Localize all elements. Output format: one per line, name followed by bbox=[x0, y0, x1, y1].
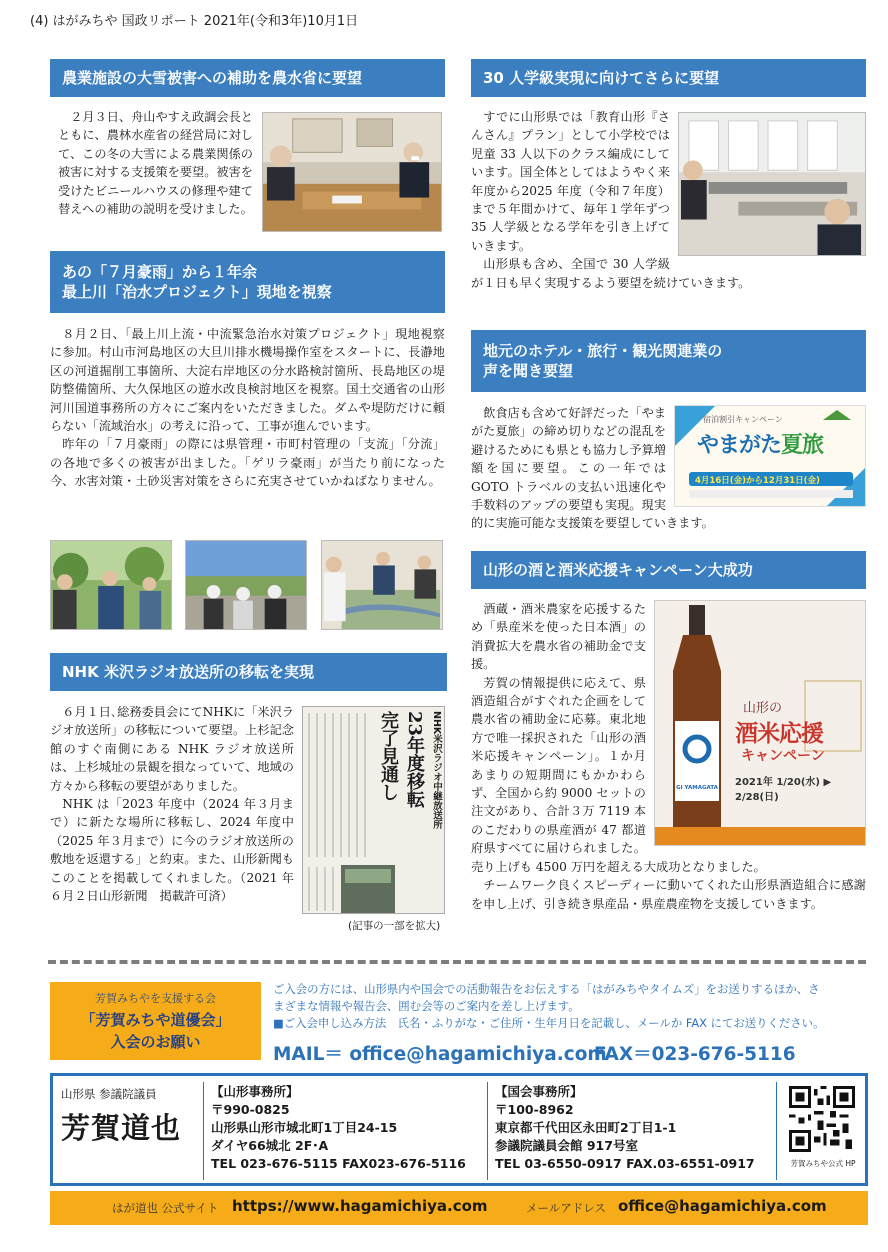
section-heading-sake bbox=[471, 551, 866, 589]
membership-box bbox=[50, 982, 261, 1060]
section-heading-30-class bbox=[471, 59, 866, 97]
poster-small-title: 山形の bbox=[743, 701, 783, 716]
flood-text bbox=[50, 325, 445, 491]
qr-code-icon[interactable] bbox=[789, 1086, 855, 1152]
newspaper-caption: (記事の一部を拡大) bbox=[348, 920, 441, 932]
site-label: はが道也 公式サイト bbox=[112, 1201, 219, 1215]
section-heading-flood bbox=[50, 251, 445, 313]
paragraph: チームワーク良くスピーディーに動いてくれた山形県酒造組合に感謝を申し上げ、引き続き県産品・県産農産物を支援していきます。 bbox=[471, 878, 866, 911]
qr-caption: 芳賀みちや公式 HP bbox=[790, 1159, 856, 1168]
contact-role: 山形県 参議院議員 bbox=[61, 1087, 157, 1101]
ad-small-text: 宿泊割引キャンペーン bbox=[703, 415, 783, 424]
paragraph: NHK は「2023 年度中（2024 年３月まで）に新たな場所に移転し、2024 年度中（2025 年３月まで）に今のラジオ放送所の敷地を返還する」と約束。また、山形新聞もこのことを掲載してくれました。（2021 年６月２日山形新聞 掲載許可済） bbox=[50, 797, 294, 904]
photo-ministry-meeting bbox=[262, 112, 442, 232]
poster-title: 酒米応援 bbox=[735, 721, 823, 747]
section-heading-nhk bbox=[50, 653, 447, 691]
office-title: 【山形事務所】 bbox=[211, 1084, 299, 1099]
membership-fax: FAX＝023-676-5116 bbox=[594, 1044, 796, 1065]
ad-title bbox=[697, 428, 823, 459]
office-zip: 〒990-0825 bbox=[211, 1102, 290, 1117]
heading-line: あの「７月豪雨」から１年余 bbox=[62, 262, 258, 281]
heading-text: NHK 米沢ラジオ放送所の移転を実現 bbox=[62, 662, 314, 681]
desc-line: ご入会の方には、山形県内や国会での活動報告をお伝えする「はがみちやタイムズ」をお送りするほか、さ bbox=[273, 982, 820, 996]
office-address: ダイヤ66城北 2F･A bbox=[211, 1138, 329, 1153]
heading-line: 声を聞き要望 bbox=[483, 362, 574, 380]
heading-line: 地元のホテル・旅行・観光関連業の bbox=[483, 341, 723, 360]
membership-request: 入会のお願い bbox=[110, 1033, 201, 1051]
office-phone: TEL 03-6550-0917 FAX.03-6551-0917 bbox=[495, 1156, 755, 1171]
heading-line: 最上川「治水プロジェクト」現地を視察 bbox=[62, 283, 332, 301]
office-phone: TEL 023-676-5115 FAX023-676-5116 bbox=[211, 1156, 466, 1171]
yamagata-office bbox=[211, 1083, 466, 1173]
paragraph: ６月１日､総務委員会にてNHKに「米沢ラジオ放送所」の移転について要望。上杉記念館のすぐ南側にある NHK ラジオ放送所は、上杉城址の景観を損なっていて、地域の方々から移転の要望がありました。 bbox=[50, 705, 294, 793]
paragraph: 酒蔵・酒米農家を応援するため「県産米を使った日本酒」の消費拡大を農水省の補助金で支援。 bbox=[471, 602, 646, 672]
newspaper-headline-2: 完了見通し bbox=[378, 711, 399, 801]
office-address: 山形県山形市城北町1丁目24-15 bbox=[211, 1120, 398, 1135]
heading-text: 山形の酒と酒米応援キャンペーン大成功 bbox=[483, 560, 753, 579]
mail-link[interactable]: office@hagamichiya.com bbox=[618, 1197, 827, 1215]
section-heading-snow-damage bbox=[50, 59, 445, 97]
desc-line: まざまな情報や報告会、囲む会等のご案内を差し上げます。 bbox=[273, 999, 580, 1013]
contact-separator bbox=[203, 1082, 204, 1180]
membership-description bbox=[273, 981, 868, 1032]
office-address: 参議院議員会館 917号室 bbox=[495, 1138, 638, 1153]
mail-label: メールアドレス bbox=[526, 1201, 606, 1215]
site-url-link[interactable]: https://www.hagamichiya.com bbox=[232, 1197, 488, 1215]
paragraph: 芳賀の情報提供に応えて、県酒造組合がすぐれた企画をして農水省の補助金に応募。東北地方で唯一採択された「山形の酒米応援キャンペーン」。１か月あまりの短期間にもかかわらず、全国から約 9000 セットの注文があり、合計３万 7119 本のこだわりの県産酒が 47 都道府県すべてに届けられました。売り上げも 4500 万円を超える大成功となりました。 bbox=[471, 675, 766, 874]
heading-text: 30 人学級実現に向けてさらに要望 bbox=[483, 68, 720, 87]
heading-text: 農業施設の大雪被害への補助を農水省に要望 bbox=[62, 68, 363, 87]
paragraph: すでに山形県では「教育山形『さんさん』プラン」として小学校では児童 33 人以下のクラス編成にしています。国全体としてはようやく来年度から2025 年度（令和７年度）まで５年間かけて、毎年１学年ずつ 35 人学級となる学年を引き上げていきます。 bbox=[471, 110, 670, 253]
newspaper-clipping bbox=[302, 706, 445, 914]
paragraph: 飲食店も含めて好評だった「やまがた夏旅」の締め切りなどの混乱を避けるためにも県とも協力し予算増額を国に要望。この一年では GOTO トラベルの支払い迅速化や手数料のアップの要望も実現。現実的に実施可能な支援策を要望していきます。 bbox=[471, 406, 714, 531]
office-address: 東京都千代田区永田町2丁目1-1 bbox=[495, 1120, 677, 1135]
photo-site-visit-2 bbox=[185, 540, 307, 630]
paragraph: 昨年の「７月豪雨」の際には県管理・市町村管理の「支流」「分流」の各地で多くの被害が出ました。「ゲリラ豪雨」が当たり前になった今、水害対策・土砂災害対策をさらに充実させていかねばなりません。 bbox=[50, 437, 445, 489]
ad-dates: 4月16日(金)から12月31日(金) bbox=[695, 476, 820, 486]
contact-separator bbox=[776, 1082, 777, 1180]
desc-line: ■ご入会申し込み方法 氏名・ふりがな・ご住所・生年月日を記載し、メールか FAX にてお送りください。 bbox=[273, 1016, 825, 1030]
nhk-text bbox=[50, 703, 294, 905]
contact-box bbox=[50, 1073, 868, 1186]
sake-campaign-poster bbox=[654, 600, 866, 846]
contact-name: 芳賀道也 bbox=[61, 1111, 182, 1145]
photo-site-visit-1 bbox=[50, 540, 172, 630]
footer-bar bbox=[50, 1191, 868, 1225]
diet-office bbox=[495, 1083, 755, 1173]
bottle-label: GI YAMAGATA bbox=[676, 785, 718, 791]
page-header: (4) はがみちや 国政リポート 2021年(令和3年)10月1日 bbox=[30, 14, 359, 29]
section-heading-tourism bbox=[471, 330, 866, 392]
office-title: 【国会事務所】 bbox=[495, 1084, 583, 1099]
poster-dates: 2021年 1/20(水) ▶ 2/28(日) bbox=[735, 777, 832, 803]
membership-mail[interactable]: MAIL＝ office@hagamichiya.com bbox=[273, 1044, 607, 1065]
paragraph: 山形県も含め、全国で 30 人学級が１日も早く実現するよう要望を続けていきます。 bbox=[471, 257, 751, 290]
section-divider bbox=[48, 960, 866, 964]
office-zip: 〒100-8962 bbox=[495, 1102, 574, 1117]
paragraph: ２月３日、舟山やすえ政調会長とともに、農林水産省の経営局に対して、この冬の大雪による農業関係の被害に対する支援策を要望。被害を受けたビニールハウスの修理や建て替えへの補助の説明を受けました。 bbox=[58, 110, 253, 217]
membership-name: 「芳賀みちや道優会」 bbox=[80, 1011, 231, 1029]
membership-small: 芳賀みちやを支援する会 bbox=[95, 992, 216, 1005]
contact-separator bbox=[487, 1082, 488, 1180]
newspaper-vertical-caption: NHK米沢ラジオ中継放送所 bbox=[431, 711, 442, 830]
photo-site-visit-3 bbox=[321, 540, 443, 630]
photo-education-meeting bbox=[678, 112, 866, 256]
newspaper-headline-1: 23年度移転 bbox=[404, 711, 425, 809]
ad-title-part: 夏旅 bbox=[781, 433, 824, 458]
yamagata-natsutabi-ad bbox=[674, 405, 866, 507]
paragraph: ８月２日、「最上川上流・中流緊急治水対策プロジェクト」現地視察に参加。村山市河島地区の大旦川排水機場操作室をスタートに、長瀞地区の河道掘削工事箇所、大淀右岸地区の分水路検討箇所、長島地区の堤防整備箇所、大久保地区の遊水改良検討地区を視察。国土交通省の山形河川国道事務所の方々にご案内をいただきました。ダムや堤防だけに頼らない「流域治水」の考えに沿って、工事が進んでいます。 bbox=[50, 327, 445, 434]
poster-subtitle: キャンペーン bbox=[741, 748, 825, 764]
snow-damage-text bbox=[58, 108, 253, 218]
ad-title-part: やまがた bbox=[697, 433, 782, 458]
